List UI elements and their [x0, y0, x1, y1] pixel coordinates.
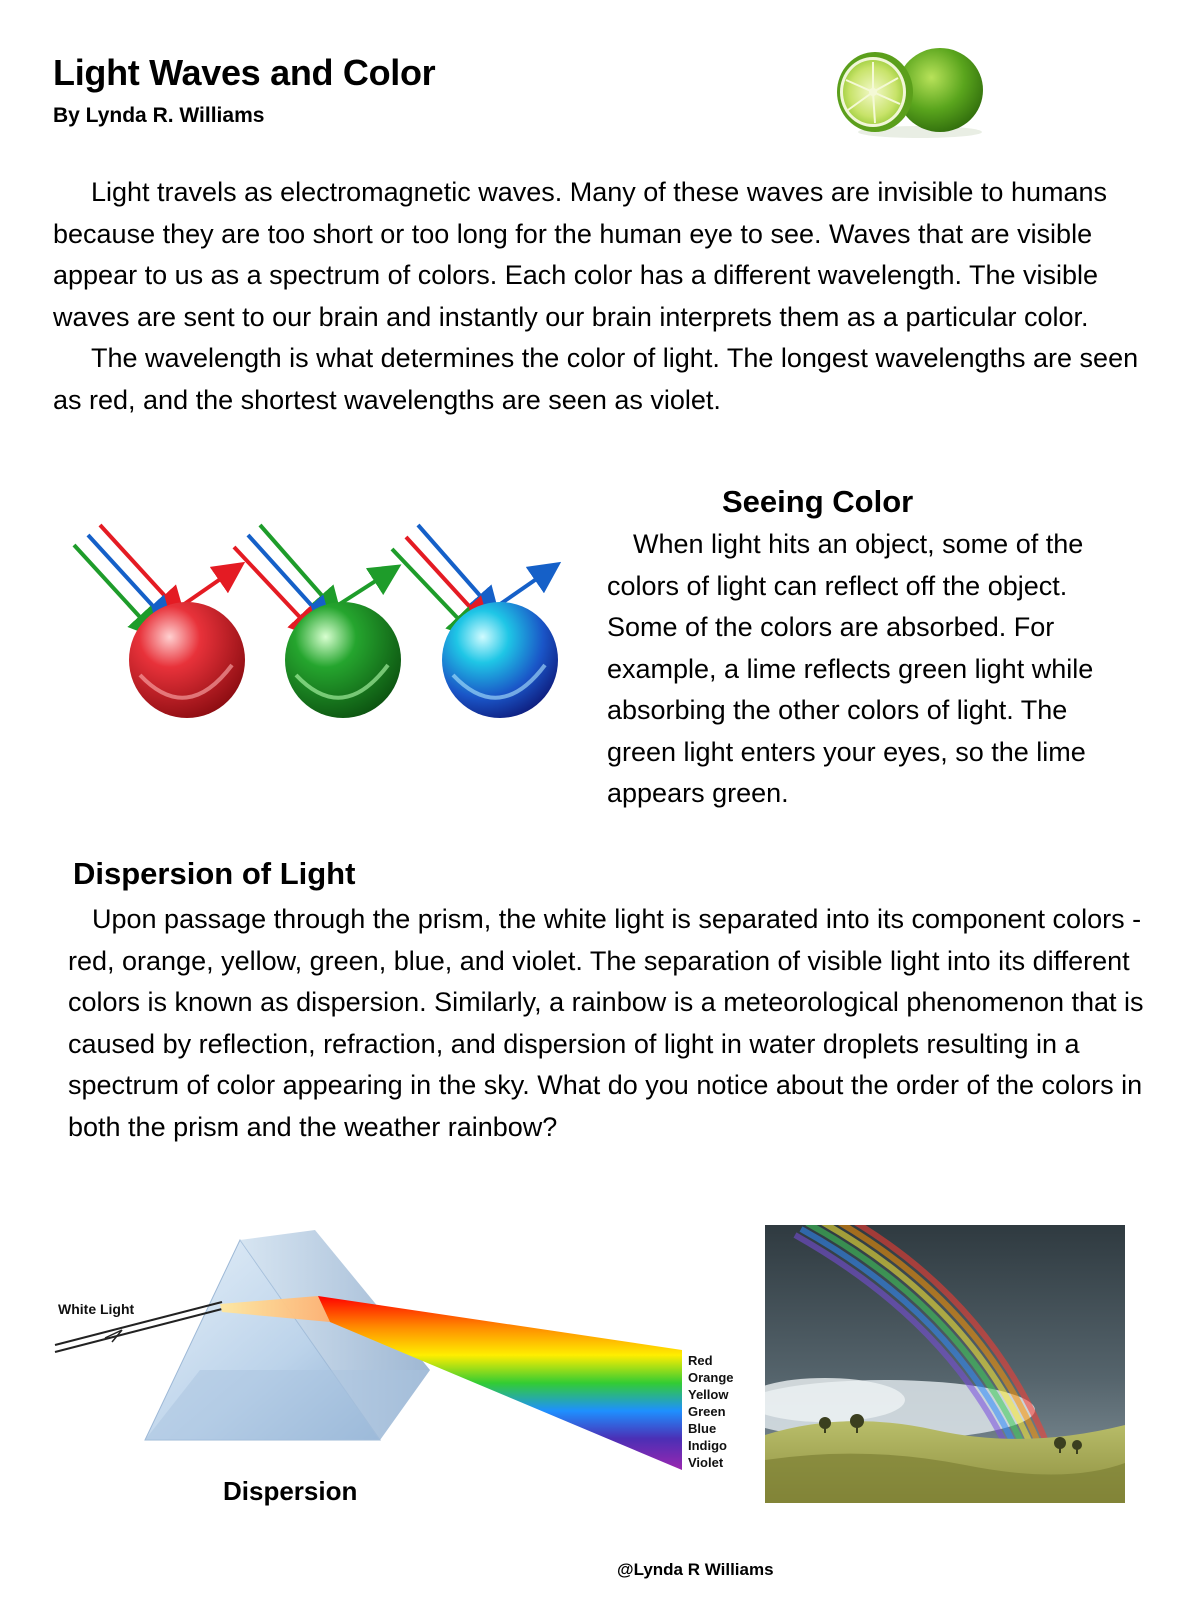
spectrum-label-orange: Orange — [688, 1370, 734, 1385]
intro-paragraph-2: The wavelength is what determines the color of light. The longest wavelengths are seen as red, and the shortest wavelengths are seen as violet. — [53, 343, 1139, 415]
author-byline: By Lynda R. Williams — [53, 104, 265, 127]
page-title: Light Waves and Color — [53, 52, 436, 93]
intro-paragraph-1: Light travels as electromagnetic waves. Many of these waves are invisible to humans because they are too short or too long for the human eye to see. Waves that are visible appear to us as a spectrum of colors. Each color has a different wavelength. The visible waves are sent to our brain and instantly our brain interprets them as a particular color. — [53, 177, 1107, 332]
prism-caption: Dispersion — [223, 1476, 358, 1506]
dispersion-heading: Dispersion of Light — [73, 856, 356, 891]
intro-section — [53, 172, 1163, 421]
seeing-color-heading: Seeing Color — [722, 484, 914, 519]
seeing-color-text: When light hits an object, some of the colors of light can reflect off the object. Some of the colors are absorbed. For example, a lime reflects green light while absorbing the other colors of light. The green light enters your eyes, so the lime appears green. — [607, 529, 1094, 808]
spectrum-label-blue: Blue — [688, 1421, 717, 1436]
rainbow-photo — [765, 1225, 1125, 1503]
spectrum-label-violet: Violet — [688, 1455, 724, 1470]
red-sphere — [74, 525, 245, 718]
blue-sphere — [392, 525, 558, 718]
spectrum-label-red: Red — [688, 1353, 713, 1368]
dispersion-text: Upon passage through the prism, the white light is separated into its component colors - red, orange, yellow, green, blue, and violet. The separation of visible light into its different colors is known as dispersion. Similarly, a rainbow is a meteorological phenomenon that is caused by reflection, refraction, and dispersion of light in water droplets resulting in a spectrum of color appearing in the sky. What do you notice about the order of the colors in both the prism and the weather rainbow? — [68, 904, 1144, 1142]
green-sphere — [234, 525, 401, 718]
lime-image — [830, 40, 990, 140]
reflection-spheres-diagram — [60, 515, 580, 730]
prism-dispersion-diagram — [50, 1230, 760, 1490]
spectrum-label-yellow: Yellow — [688, 1387, 729, 1402]
white-light-label: White Light — [58, 1301, 135, 1317]
copyright-footer: @Lynda R Williams — [617, 1560, 774, 1579]
spectrum-label-green: Green — [688, 1404, 726, 1419]
spectrum-label-indigo: Indigo — [688, 1438, 727, 1453]
